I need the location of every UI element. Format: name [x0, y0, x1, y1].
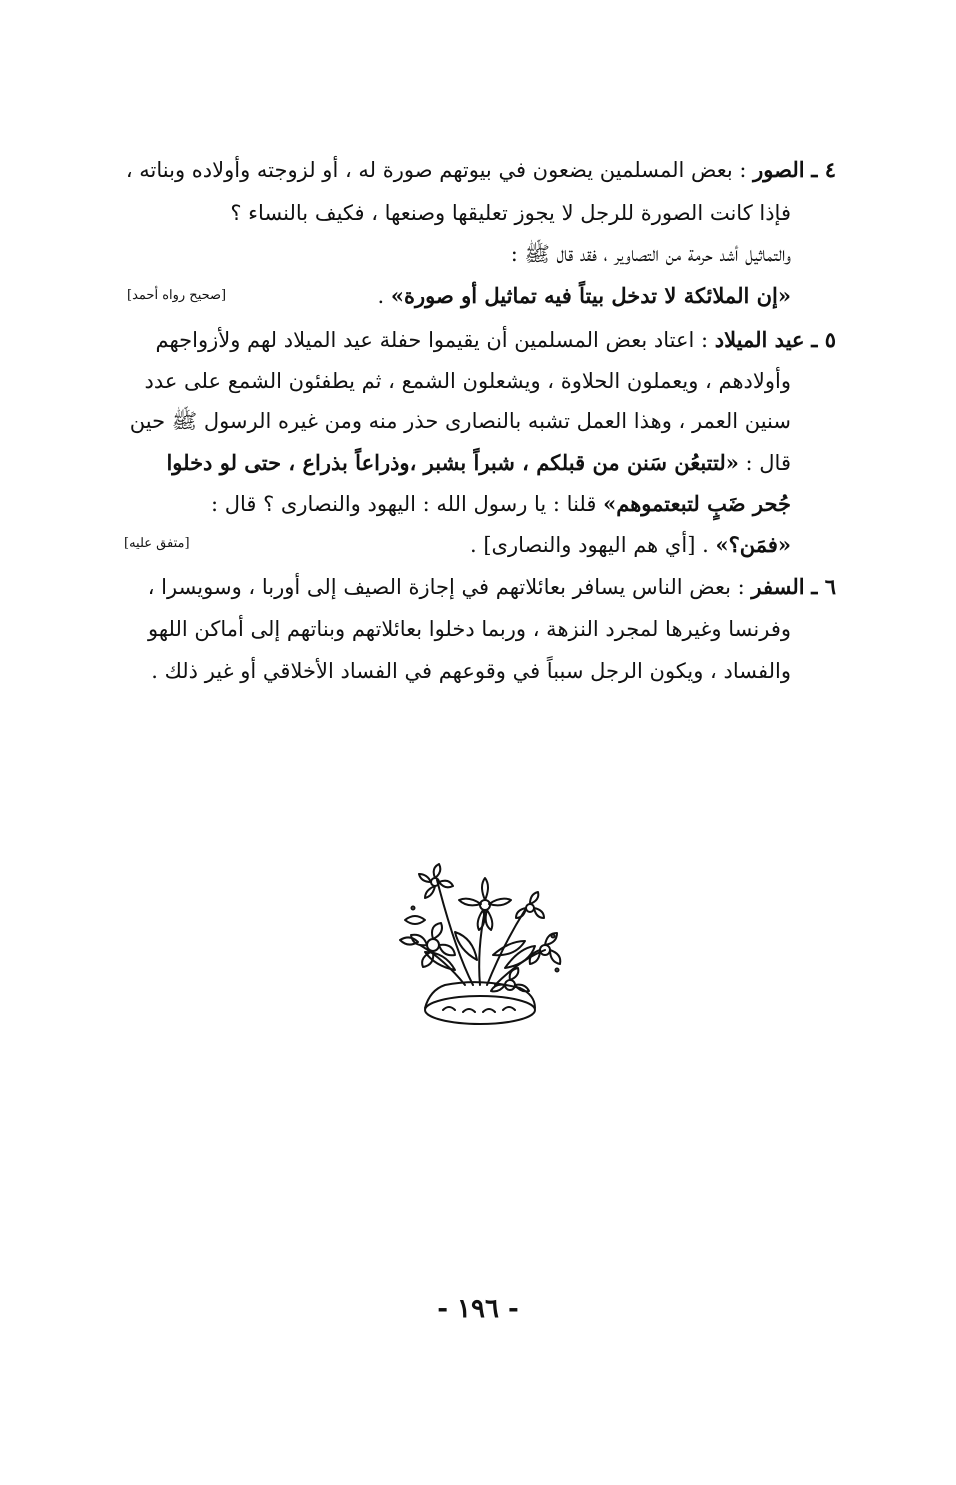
- item-5-line-2: وأولادهم ، ويعملون الحلاوة ، ويشعلون الشمع ، ثم يطفئون الشمع على عدد: [144, 369, 791, 393]
- item-5-hadith-1: «لتتبعُن سَنن من قبلكم ، شبراً بشبر ،وذراعاً بذراع ، حتى لو دخلوا: [166, 450, 739, 475]
- item-6-line-3: والفساد ، ويكون الرجل سبباً في وقوعهم في الفساد الأخلاقي أو غير ذلك .: [151, 659, 791, 683]
- item-6-line-1: [148, 572, 836, 602]
- item-4-line-3: والتماثيل أشد حرمة من التصاوير ، فقد قال ﷺ :: [510, 242, 791, 266]
- item-5-line-1: [155, 325, 836, 355]
- item-6-term: السفر: [751, 574, 805, 599]
- item-6-line-2: وفرنسا وغيرها لمجرد النزهة ، وربما دخلوا بعائلاتهم وبناتهم إلى أماكن اللهو: [147, 617, 791, 641]
- item-5-line-4: [166, 448, 791, 478]
- page-number: - ١٩٦ -: [437, 1294, 519, 1324]
- item-5-line-6-rest: . [أي هم اليهود والنصارى] .: [469, 533, 716, 557]
- item-6-text-1: : بعض الناس يسافر بعائلاتهم في إجازة الصيف إلى أوربا ، وسويسرا ،: [147, 575, 752, 599]
- item-4-number: ٤ ـ: [811, 157, 836, 182]
- item-4-hadith-line: [377, 281, 791, 311]
- item-4-reference: [صحيح رواه أحمد]: [127, 288, 227, 303]
- item-4-line-2: فإذا كانت الصورة للرجل لا يجوز تعليقها وصنعها ، فكيف بالنساء ؟: [230, 201, 791, 225]
- item-5-line-5-rest: قلنا : يا رسول الله : اليهود والنصارى ؟ قال :: [210, 492, 604, 516]
- item-5-qal: قال :: [738, 451, 791, 475]
- flower-basket-ornament-icon: [385, 850, 575, 1035]
- item-5-line-6: [470, 530, 791, 560]
- item-4-text-1: : بعض المسلمين يضعون في بيوتهم صورة له ، أو لزوجته وأولاده وبناته ،: [125, 158, 754, 182]
- item-4-term: الصور: [753, 157, 805, 182]
- item-5-line-5: [211, 489, 791, 519]
- item-4-line-1: [126, 155, 836, 185]
- item-5-hadith-3: «فمَن؟»: [715, 532, 791, 557]
- item-5-term: عيد الميلاد: [714, 327, 805, 352]
- item-5-line-3: سنين العمر ، وهذا العمل تشبه بالنصارى حذر منه ومن غيره الرسول ﷺ حين: [129, 409, 791, 433]
- item-5-hadith-2: جُحر ضَبٍ لتبعتموهم»: [603, 491, 791, 516]
- item-4-hadith: «إن الملائكة لا تدخل بيتاً فيه تماثيل أو صورة»: [390, 283, 791, 308]
- item-4-hadith-end: .: [377, 284, 391, 308]
- item-5-text-1: : اعتاد بعض المسلمين أن يقيموا حفلة عيد الميلاد لهم ولأزواجهم: [155, 328, 715, 352]
- item-5-number: ٥ ـ: [811, 327, 836, 352]
- item-5-reference: [متفق عليه]: [124, 536, 190, 551]
- item-6-number: ٦ ـ: [811, 574, 836, 599]
